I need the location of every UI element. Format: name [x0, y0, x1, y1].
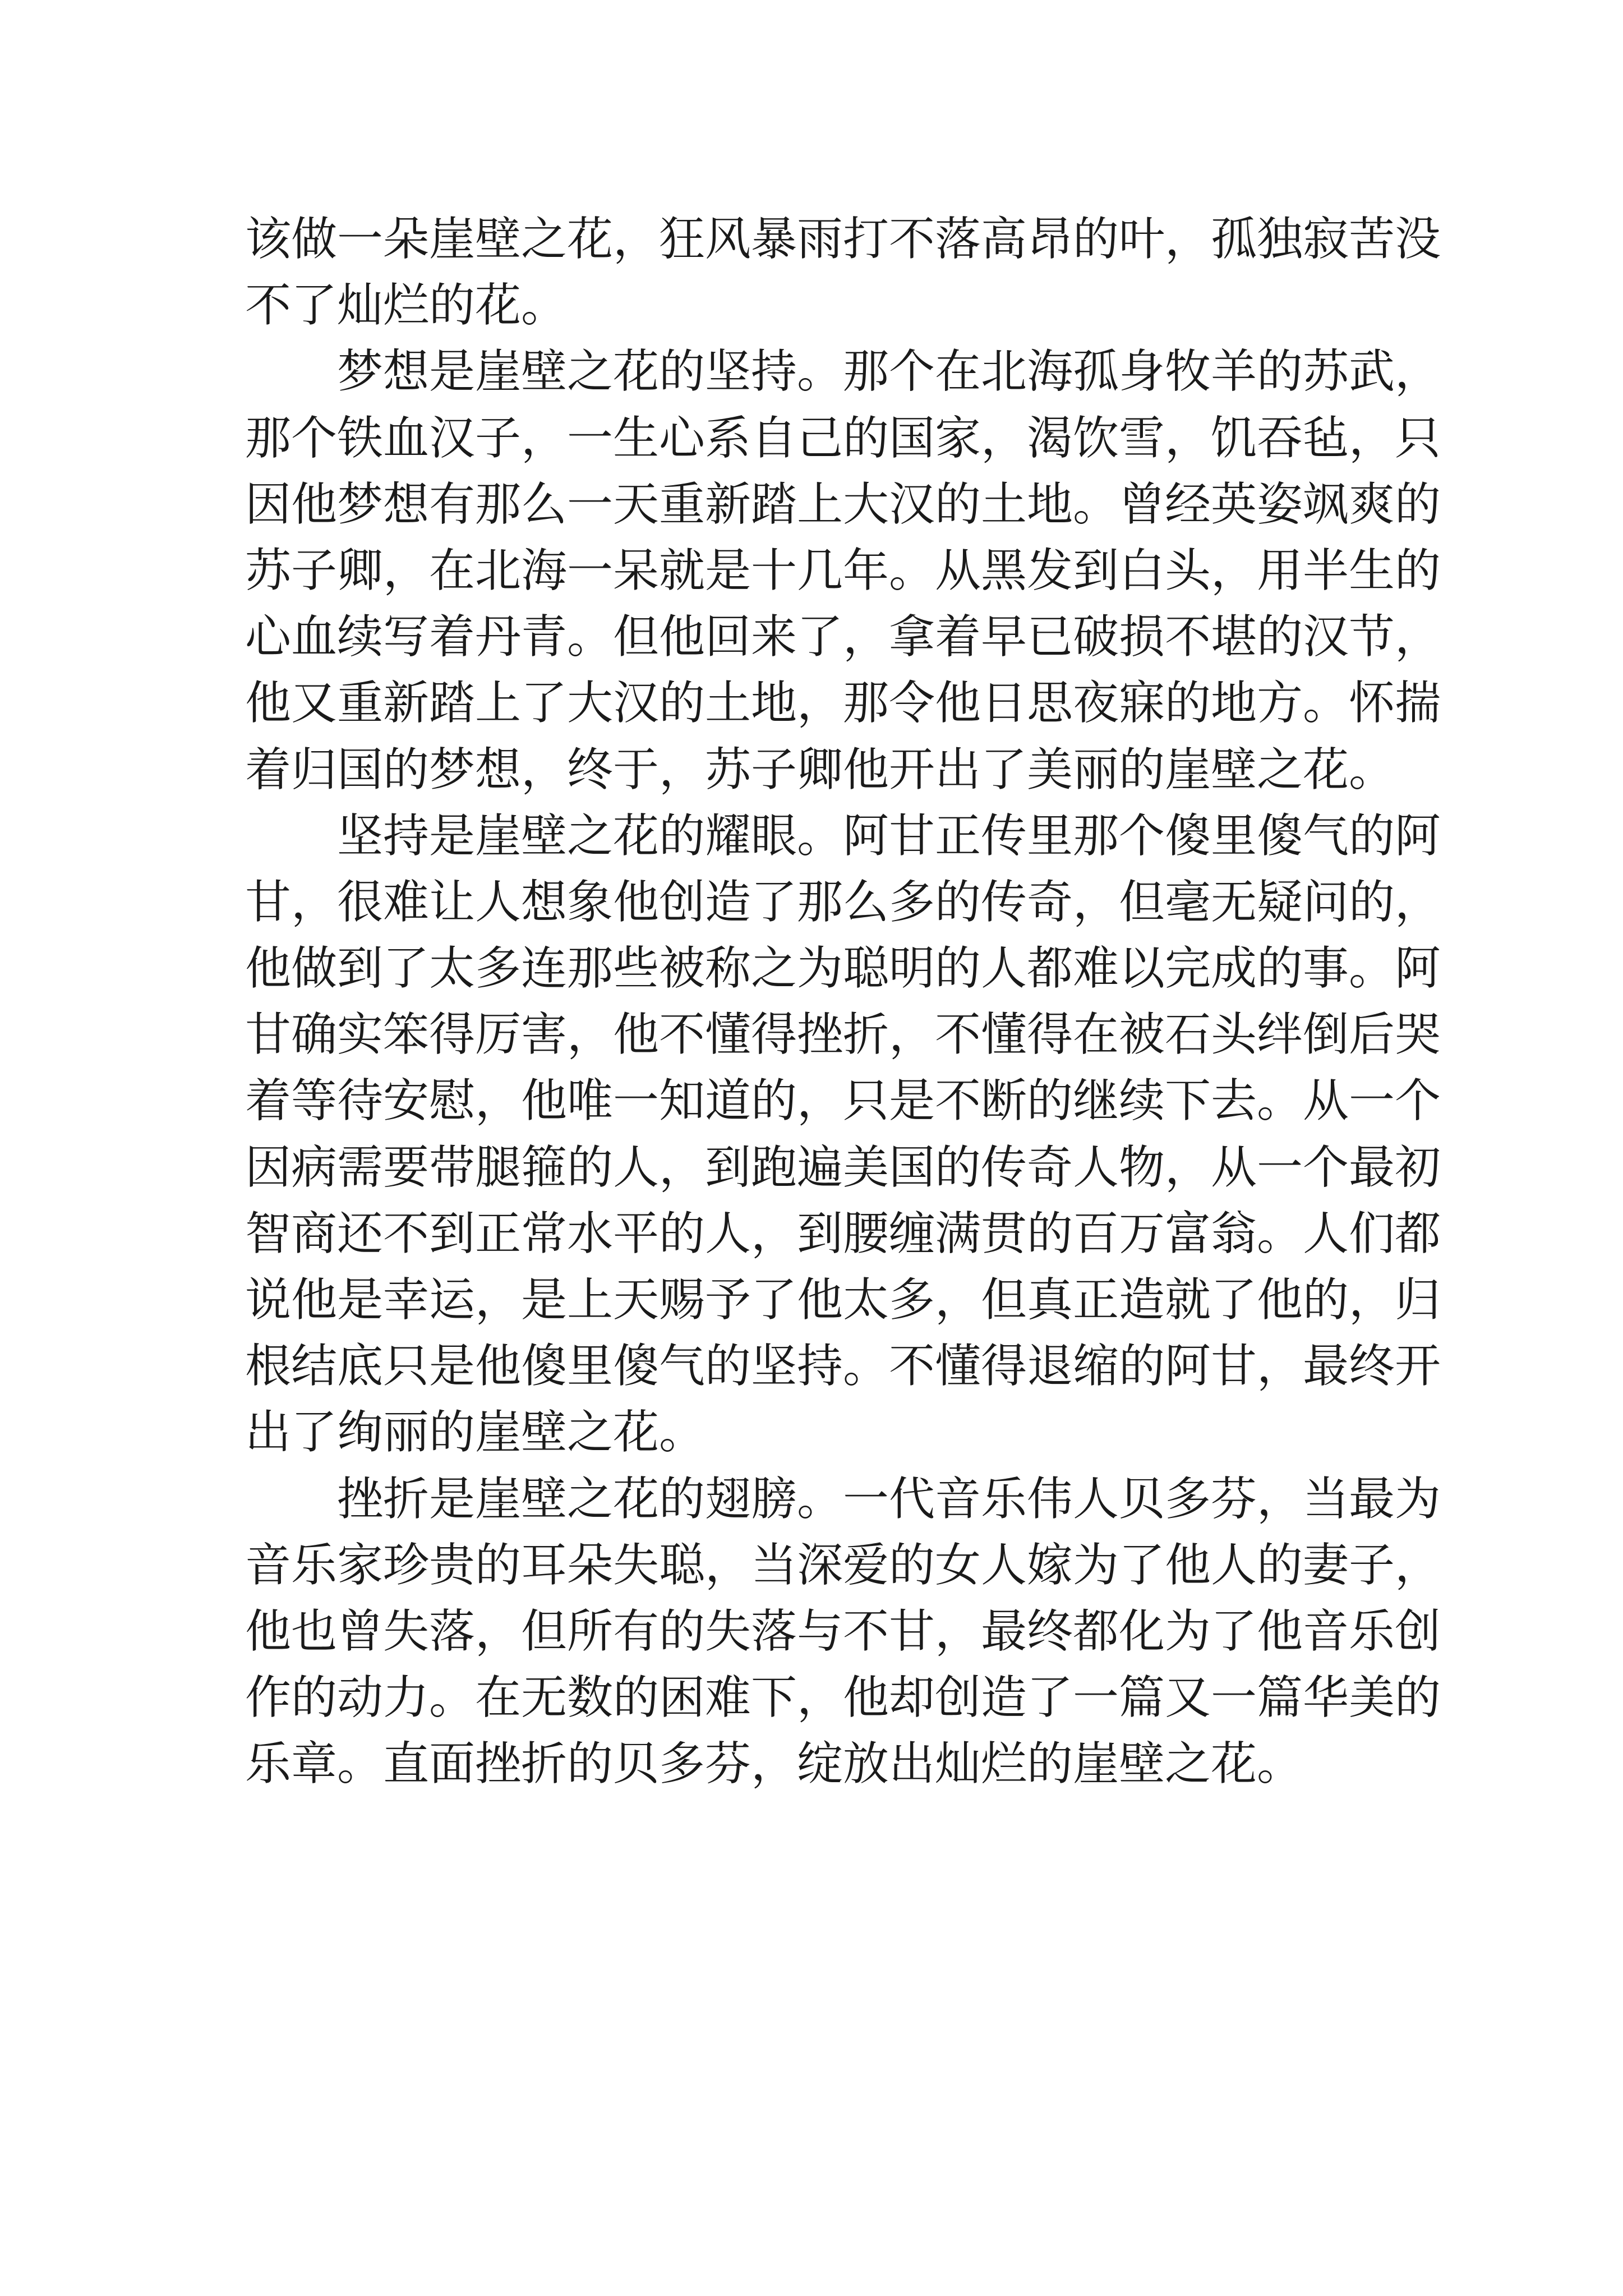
text-line: 该做一朵崖壁之花，狂风暴雨打不落高昂的叶，孤独寂苦没 [245, 213, 1441, 266]
text-line: 甘，很难让人想象他创造了那么多的传奇，但毫无疑问的， [245, 875, 1441, 929]
text-line: 他也曾失落，但所有的失落与不甘，最终都化为了他音乐创 [245, 1604, 1441, 1658]
text-line: 梦想是崖壁之花的坚持。那个在北海孤身牧羊的苏武， [337, 345, 1441, 399]
text-line: 着归国的梦想，终于，苏子卿他开出了美丽的崖壁之花。 [245, 743, 1395, 797]
text-line: 心血续写着丹青。但他回来了，拿着早已破损不堪的汉节， [245, 610, 1441, 664]
text-line: 根结底只是他傻里傻气的坚持。不懂得退缩的阿甘，最终开 [245, 1340, 1441, 1393]
text-line: 他做到了太多连那些被称之为聪明的人都难以完成的事。阿 [245, 942, 1441, 996]
text-line: 苏子卿，在北海一呆就是十几年。从黑发到白头，用半生的 [245, 544, 1441, 597]
text-line: 乐章。直面挫折的贝多芬，绽放出灿烂的崖壁之花。 [245, 1737, 1303, 1791]
text-line: 音乐家珍贵的耳朵失聪，当深爱的女人嫁为了他人的妻子， [245, 1538, 1441, 1592]
text-line: 不了灿烂的花。 [245, 279, 568, 333]
text-line: 甘确实笨得厉害，他不懂得挫折，不懂得在被石头绊倒后哭 [245, 1008, 1441, 1062]
text-line: 挫折是崖壁之花的翅膀。一代音乐伟人贝多芬，当最为 [337, 1472, 1441, 1526]
text-line: 作的动力。在无数的困难下，他却创造了一篇又一篇华美的 [245, 1671, 1441, 1725]
text-line: 那个铁血汉子，一生心系自己的国家，渴饮雪，饥吞毡，只 [245, 411, 1441, 465]
text-line: 因他梦想有那么一天重新踏上大汉的土地。曾经英姿飒爽的 [245, 477, 1441, 531]
text-line: 出了绚丽的崖壁之花。 [245, 1406, 706, 1460]
text-line: 着等待安慰，他唯一知道的，只是不断的继续下去。从一个 [245, 1074, 1441, 1128]
text-line: 他又重新踏上了大汉的土地，那令他日思夜寐的地方。怀揣 [245, 677, 1441, 730]
text-line: 说他是幸运，是上天赐予了他太多，但真正造就了他的，归 [245, 1273, 1441, 1327]
text-line: 坚持是崖壁之花的耀眼。阿甘正传里那个傻里傻气的阿 [337, 809, 1441, 863]
text-line: 因病需要带腿箍的人，到跑遍美国的传奇人物，从一个最初 [245, 1140, 1441, 1194]
document-body [245, 206, 1441, 1798]
text-line: 智商还不到正常水平的人，到腰缠满贯的百万富翁。人们都 [245, 1207, 1441, 1260]
